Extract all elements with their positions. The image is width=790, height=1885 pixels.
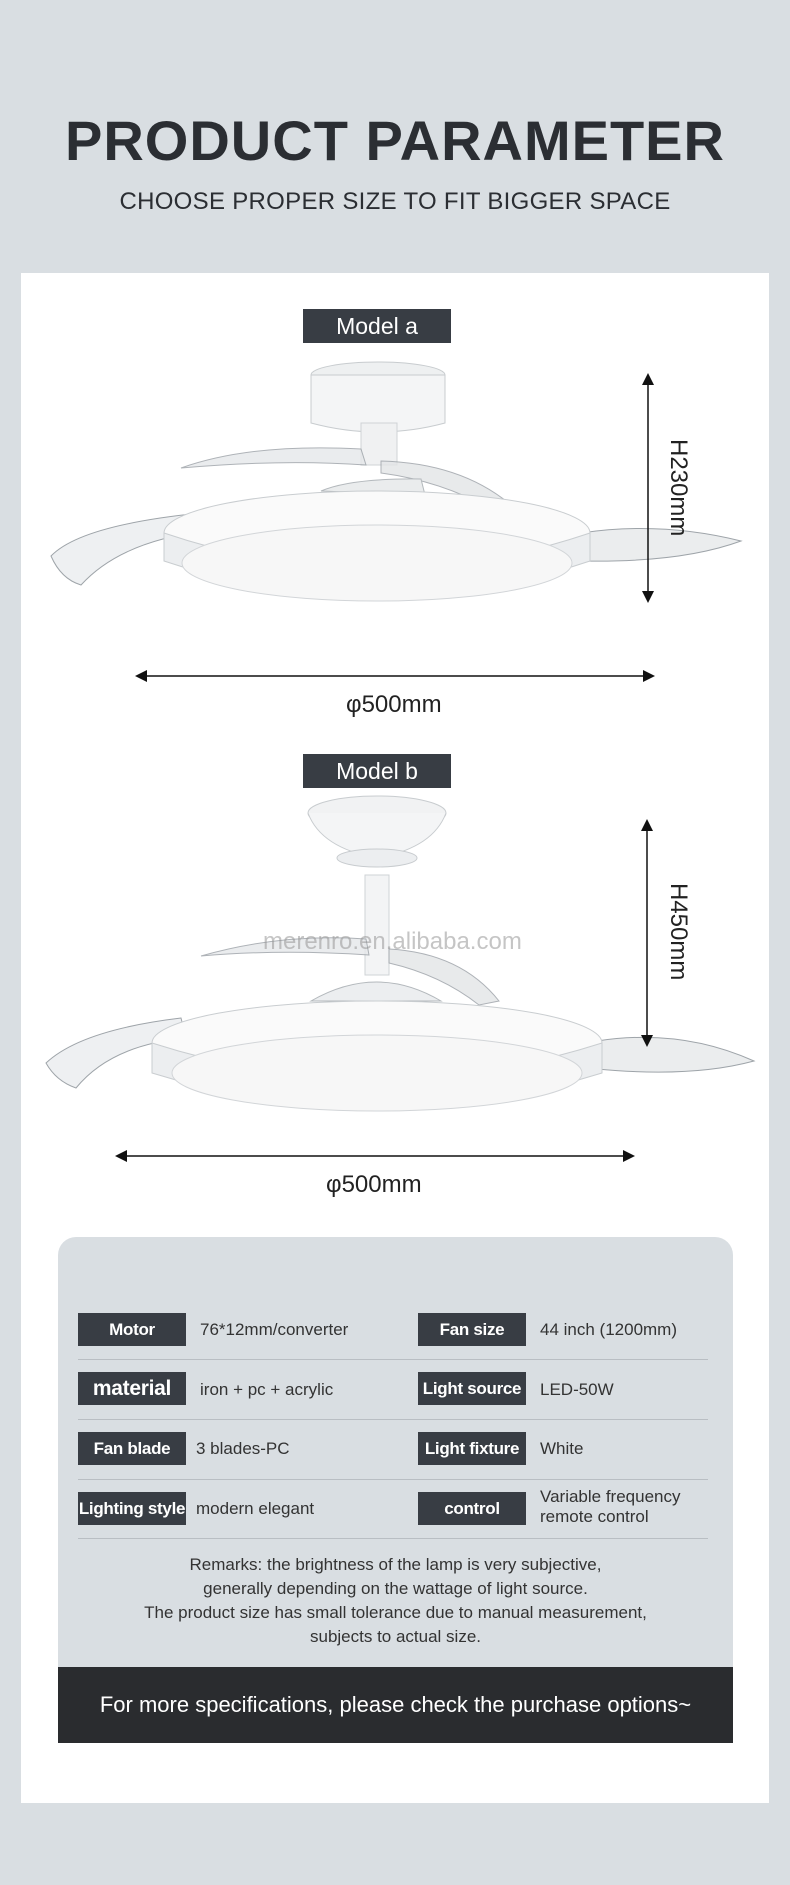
- spec-value: 76*12mm/converter: [200, 1320, 349, 1339]
- model-a-height-label: H230mm: [665, 439, 692, 537]
- spec-value: modern elegant: [196, 1499, 315, 1518]
- spec-row: [78, 1479, 708, 1539]
- model-b-diameter-label: φ500mm: [326, 1171, 422, 1198]
- spec-label: material: [78, 1372, 186, 1405]
- remarks-line: generally depending on the wattage of light source.: [203, 1579, 588, 1598]
- remarks-line: subjects to actual size.: [309, 1627, 482, 1646]
- spec-value: 44 inch (1200mm): [540, 1320, 678, 1339]
- spec-value: LED-50W: [540, 1380, 614, 1399]
- model-b-tag: Model b: [303, 754, 451, 788]
- model-b-height-label: H450mm: [665, 883, 692, 981]
- spec-row: [78, 1420, 708, 1480]
- spec-row: [78, 1300, 708, 1360]
- spec-value: iron + pc + acrylic: [200, 1380, 334, 1399]
- page-subtitle: CHOOSE PROPER SIZE TO FIT BIGGER SPACE: [119, 188, 671, 215]
- watermark: merenro.en.alibaba.com: [263, 928, 522, 955]
- remarks: [58, 1553, 733, 1649]
- spec-value: 3 blades-PC: [196, 1439, 290, 1458]
- page-title: PRODUCT PARAMETER: [65, 109, 725, 172]
- spec-label: Light source: [418, 1372, 526, 1405]
- spec-value: White: [540, 1439, 584, 1458]
- remarks-line: Remarks: the brightness of the lamp is very subjective,: [189, 1555, 602, 1574]
- spec-value: Variable frequency remote control: [540, 1487, 681, 1526]
- spec-label: Motor: [78, 1313, 186, 1346]
- spec-label: Lighting style: [78, 1492, 186, 1525]
- model-a-tag: Model a: [303, 309, 451, 343]
- spec-row: [78, 1360, 708, 1420]
- spec-panel: [58, 1237, 733, 1743]
- model-b-fan-image: [21, 273, 769, 1253]
- purchase-options-banner: For more specifications, please check the purchase options~: [58, 1667, 733, 1743]
- remarks-line: The product size has small tolerance due to manual measurement,: [144, 1603, 647, 1622]
- spec-label: control: [418, 1492, 526, 1525]
- spec-label: Light fixture: [418, 1432, 526, 1465]
- model-a-diameter-label: φ500mm: [346, 691, 442, 718]
- spec-label: Fan blade: [78, 1432, 186, 1465]
- spec-label: Fan size: [418, 1313, 526, 1346]
